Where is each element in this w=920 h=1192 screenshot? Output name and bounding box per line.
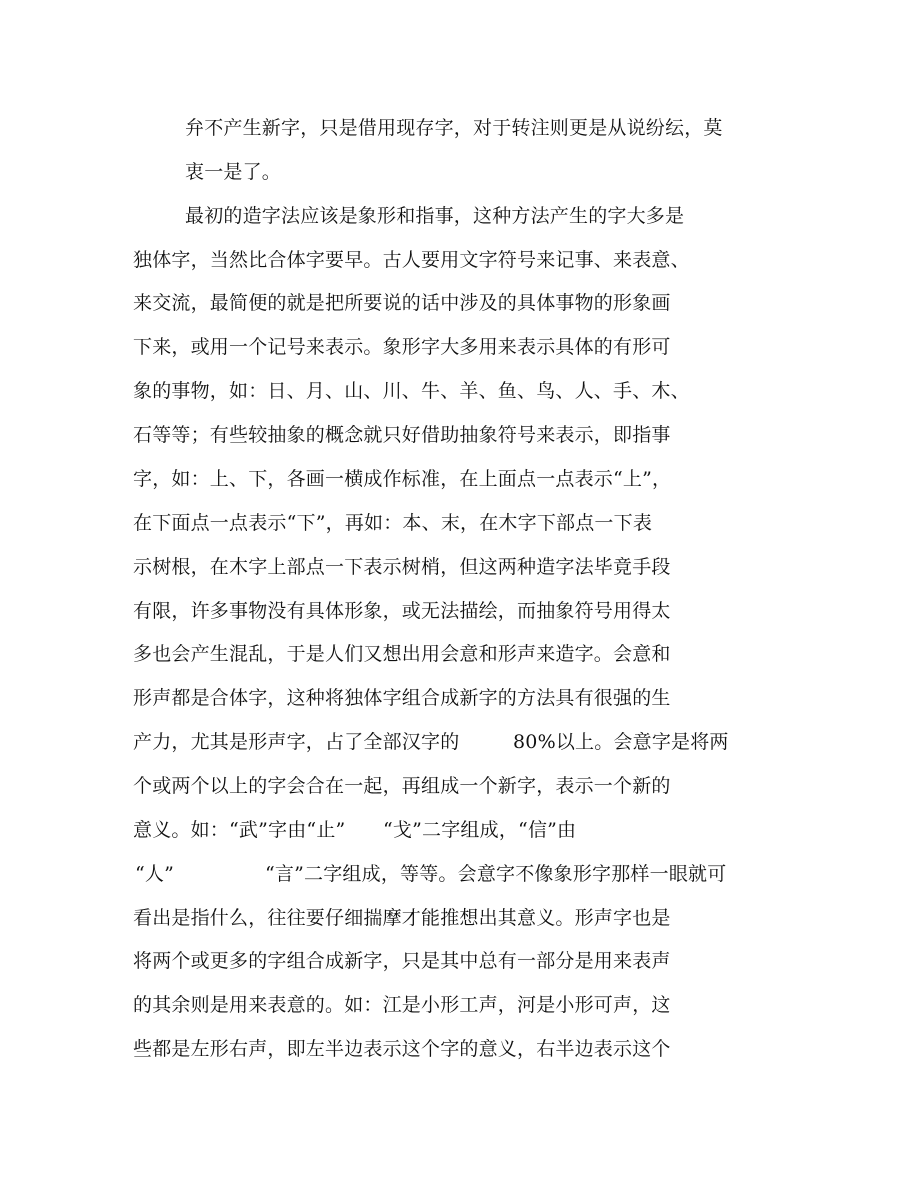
text-line: 的其余则是用来表意的。如：江是小形工声，河是小形可声，这 bbox=[133, 994, 671, 1016]
text-line: 示树根，在木字上部点一下表示树梢，但这两种造字法毕竟手段 bbox=[133, 556, 671, 578]
text-line: 独体字，当然比合体字要早。古人要用文字符号来记事、来表意、 bbox=[133, 249, 690, 271]
text-line: 个或两个以上的字会合在一起，再组成一个新字，表示一个新的 bbox=[133, 775, 671, 797]
text-segment: 80%以上。会意字是将两 bbox=[513, 731, 729, 753]
text-segment: 产力，尤其是形声字，占了全部汉字的 bbox=[133, 731, 460, 753]
text-line-split bbox=[133, 730, 773, 754]
text-line: 弁不产生新字，只是借用现存字，对于转注则更是从说纷纭，莫 bbox=[185, 117, 723, 139]
text-line-split bbox=[133, 862, 783, 886]
text-line: 象的事物，如：日、月、山、川、牛、羊、鱼、鸟、人、手、木、 bbox=[133, 380, 690, 402]
text-segment: “言”二字组成，等等。会意字不像象形字那样一眼就可 bbox=[265, 863, 727, 885]
text-line-split bbox=[133, 818, 773, 842]
text-line: 形声都是合体字，这种将独体字组合成新字的方法具有很强的生 bbox=[133, 687, 671, 709]
text-segment: “人” bbox=[135, 863, 175, 885]
text-segment: “戈”二字组成，“信”由 bbox=[383, 819, 577, 841]
text-line: 多也会产生混乱，于是人们又想出用会意和形声来造字。会意和 bbox=[133, 643, 671, 665]
text-line: 在下面点一点表示“下”，再如：本、末，在木字下部点一下表 bbox=[133, 512, 653, 534]
text-line: 将两个或更多的字组合成新字，只是其中总有一部分是用来表声 bbox=[133, 950, 671, 972]
text-line: 衷一是了。 bbox=[185, 161, 282, 183]
text-segment: 意义。如：“武”字由“止” bbox=[133, 819, 346, 841]
text-line: 来交流，最简便的就是把所要说的话中涉及的具体事物的形象画 bbox=[133, 292, 671, 314]
text-line: 字，如：上、下，各画一横成作标准，在上面点一点表示“上”， bbox=[133, 468, 672, 490]
text-line: 最初的造字法应该是象形和指事，这种方法产生的字大多是 bbox=[185, 205, 685, 227]
text-line: 有限，许多事物没有具体形象，或无法描绘，而抽象符号用得太 bbox=[133, 600, 671, 622]
text-line: 看出是指什么，往往要仔细揣摩才能推想出其意义。形声字也是 bbox=[133, 907, 671, 929]
text-line: 下来，或用一个记号来表示。象形字大多用来表示具体的有形可 bbox=[133, 336, 671, 358]
text-line: 石等等；有些较抽象的概念就只好借助抽象符号来表示，即指事 bbox=[133, 424, 671, 446]
text-line: 些都是左形右声，即左半边表示这个字的意义，右半边表示这个 bbox=[133, 1038, 671, 1060]
